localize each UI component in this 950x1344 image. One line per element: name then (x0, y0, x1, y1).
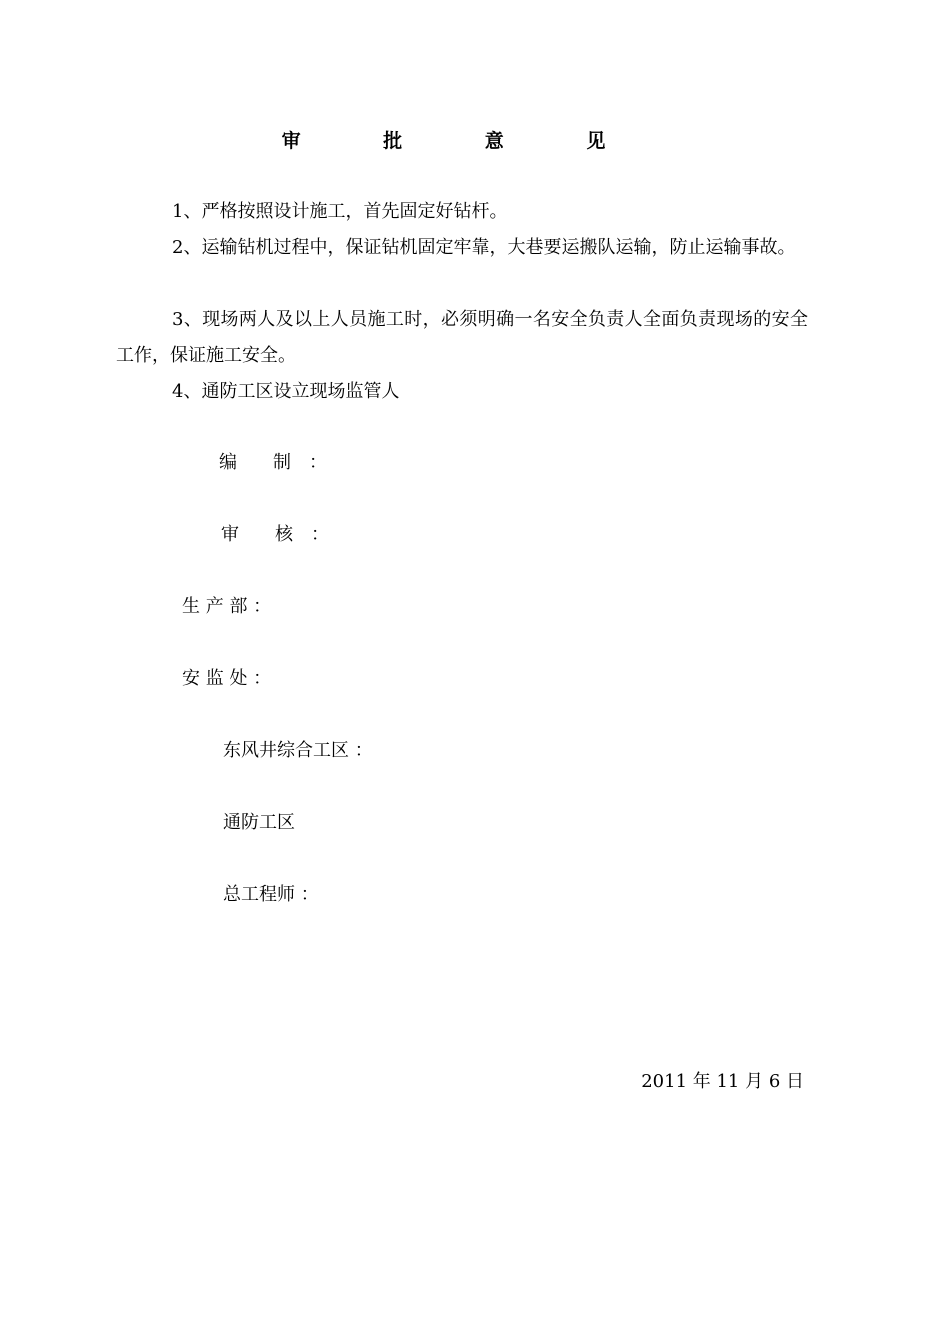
signature-chief-engineer: 总工程师 ： (223, 884, 319, 905)
opinion-item-3: 3、现场两人及以上人员施工时，必须明确一名安全负责人全面负责现场的安全工作，保证施工安全。 (116, 309, 808, 366)
document-date: 2011 年 11 月 6 日 (641, 1071, 804, 1092)
document-title: 审 批 意 见 (281, 130, 644, 152)
signature-dongfeng-work-area: 东风井综合工区 ： (223, 740, 373, 761)
opinion-item-1: 1、严格按照设计施工，首先固定好钻杆。 (172, 201, 508, 222)
signature-ventilation-work-area: 通防工区 (223, 812, 295, 833)
signature-safety-dept: 安 监 处 ： (182, 668, 272, 689)
signature-production-dept: 生 产 部 ： (182, 596, 272, 617)
opinion-item-4: 4、通防工区设立现场监管人 (172, 381, 400, 402)
signature-reviewer: 审 核 ： (221, 524, 329, 545)
opinion-item-2: 2、运输钻机过程中，保证钻机固定牢靠，大巷要运搬队运输，防止运输事故。 (172, 237, 796, 258)
signature-compiler: 编 制 ： (219, 452, 327, 473)
